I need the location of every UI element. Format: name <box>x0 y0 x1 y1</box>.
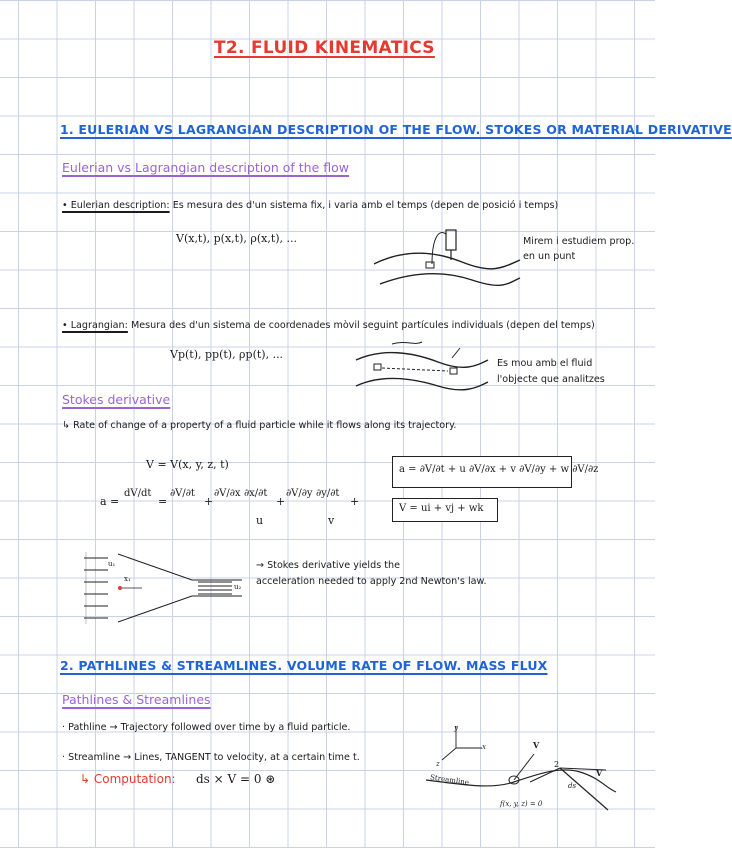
plus-1: + <box>204 495 214 508</box>
accel-term-dvdt: ∂V/∂t <box>170 488 195 499</box>
lagrangian-equation: Vp(t), pp(t), ρp(t), ... <box>170 348 284 361</box>
section-2-heading: 2. PATHLINES & STREAMLINES. VOLUME RATE OF FLOW. MASS FLUX <box>60 658 548 673</box>
eulerian-label: • Eulerian description: <box>62 200 170 211</box>
lagrangian-label: • Lagrangian: <box>62 320 128 331</box>
eulerian-line <box>62 200 558 211</box>
computation-label: ↳ Computation: <box>80 772 176 786</box>
u-under: u <box>256 514 264 527</box>
nozzle-x1: x₁ <box>124 575 131 583</box>
section-2-subheading: Pathlines & Streamlines <box>62 692 211 707</box>
fig-streamline-label: Streamline <box>429 773 470 787</box>
stokes-heading: Stokes derivative <box>62 392 171 407</box>
fig-y-axis: y <box>454 724 458 732</box>
accel-term-dxdt: ∂x/∂t <box>244 488 268 499</box>
pathline-definition: · Pathline → Trajectory followed over time by a fluid particle. <box>62 722 351 733</box>
lagrangian-note-1: Es mou amb el fluid <box>497 358 593 369</box>
computation-equation: ds × V = 0 ⊛ <box>196 772 276 786</box>
accel-equals: = <box>158 495 168 508</box>
acceleration-box-text: a = ∂V/∂t + u ∂V/∂x + v ∂V/∂y + w ∂V/∂z <box>399 464 599 475</box>
accel-term-dydt: ∂y/∂t <box>316 488 340 499</box>
acceleration-box <box>392 456 599 488</box>
eulerian-equation: V(x,t), p(x,t), ρ(x,t), ... <box>176 232 298 245</box>
velocity-equation: V = V(x, y, z, t) <box>146 458 229 471</box>
velocity-box <box>392 498 498 522</box>
lagrangian-line <box>62 320 595 331</box>
stokes-note-2: acceleration needed to apply 2nd Newton's law. <box>256 576 487 587</box>
accel-term-dvdx: ∂V/∂x <box>214 488 241 499</box>
eulerian-sketch <box>372 220 522 290</box>
accel-lhs: a = <box>100 495 120 508</box>
eulerian-note-1: Mirem i estudiem prop. <box>523 236 635 247</box>
fig-v2: V <box>596 768 603 778</box>
fig-x-axis: x <box>482 743 486 751</box>
lagrangian-note-2: l'objecte que analitzes <box>497 374 605 385</box>
fig-v1: V <box>533 740 540 750</box>
section-1-heading: 1. EULERIAN VS LAGRANGIAN DESCRIPTION OF THE FLOW. STOKES OR MATERIAL DERIVATIVE <box>60 122 732 137</box>
section-1-subheading: Eulerian vs Lagrangian description of the flow <box>62 160 350 175</box>
fig-z-axis: z <box>436 760 440 768</box>
nozzle-u2: u₂ <box>234 583 242 591</box>
plus-2: + <box>276 495 286 508</box>
v-under: v <box>328 514 335 527</box>
fig-2: 2 <box>554 760 560 769</box>
accel-dvdt: dV/dt <box>124 488 152 499</box>
eulerian-note-2: en un punt <box>523 251 576 262</box>
nozzle-u1: u₁ <box>108 560 116 568</box>
lagrangian-sketch <box>352 338 492 394</box>
fig-f-label: f(x, y, z) = 0 <box>500 800 543 808</box>
stokes-note-1: → Stokes derivative yields the <box>256 560 400 571</box>
accel-term-dvdy: ∂V/∂y <box>286 488 313 499</box>
fig-ds: ds <box>568 782 577 790</box>
eulerian-text: Es mesura des d'un sistema fix, i varia amb el temps (depen de posició i temps) <box>172 200 559 211</box>
velocity-box-text: V = ui + vj + wk <box>399 503 484 514</box>
stokes-definition: ↳ Rate of change of a property of a fluid particle while it flows along its trajectory. <box>62 420 457 431</box>
lagrangian-text: Mesura des d'un sistema de coordenades mòvil seguint partícules individuals (depen del temps) <box>130 320 595 331</box>
streamline-definition: · Streamline → Lines, TANGENT to velocity, at a certain time t. <box>62 752 360 763</box>
page-title: T2. FLUID KINEMATICS <box>214 38 435 58</box>
plus-3: + <box>350 495 360 508</box>
